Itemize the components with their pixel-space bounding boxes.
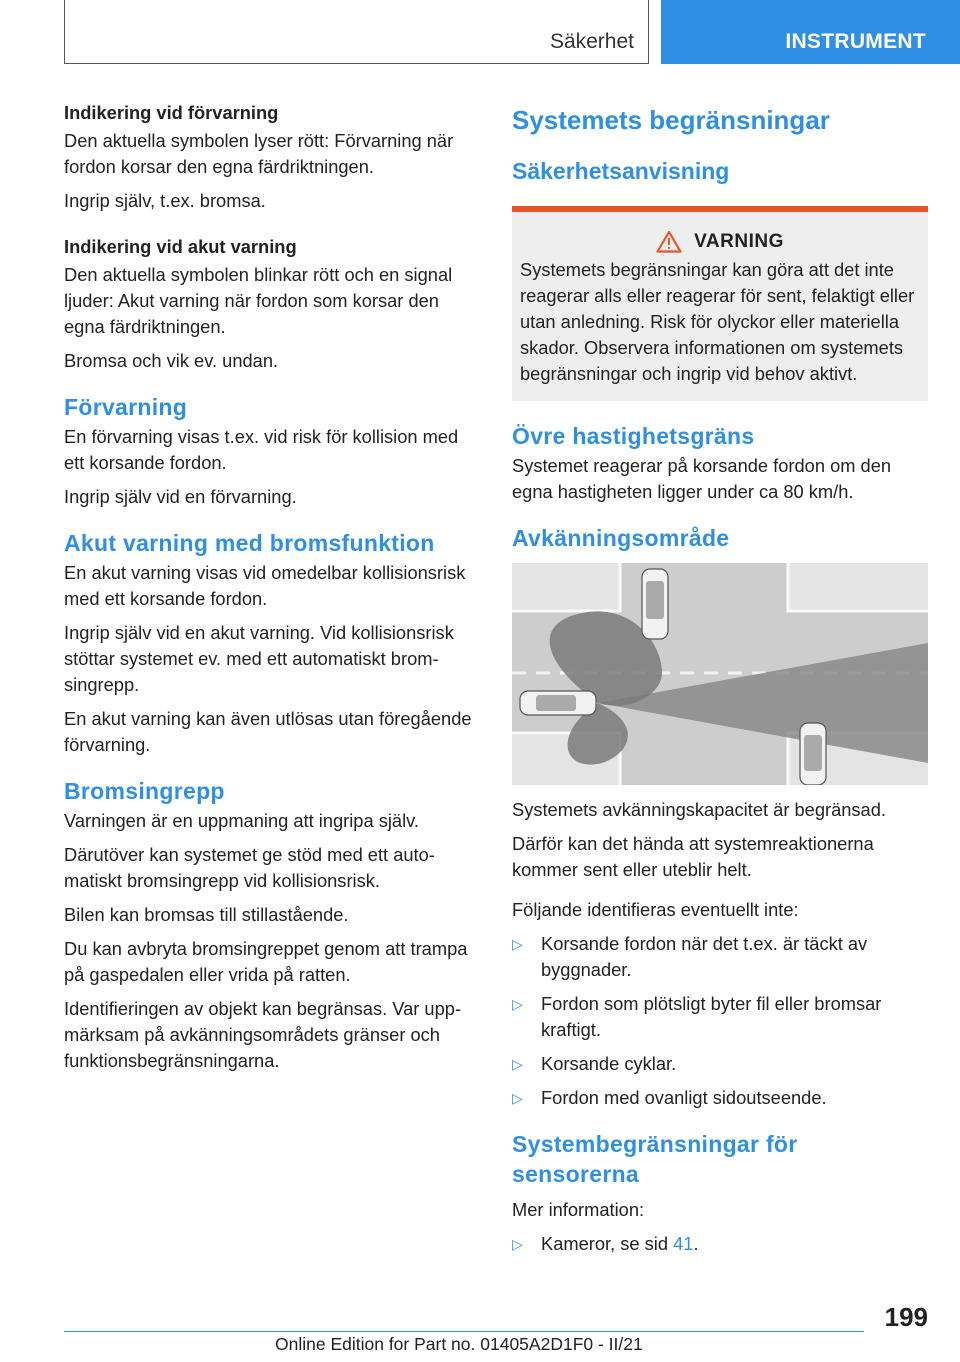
paragraph: Den aktuella symbolen lyser rött: Förvarning när fordon korsar den egna färdriktningen. [64,130,454,177]
triangle-bullet-icon: ▷ [512,1090,523,1106]
header-chapter-tab[interactable] [661,0,960,64]
list-item: ▷ Korsande cyklar. [512,1051,928,1077]
paragraph: Bilen kan bromsas till stillastående. [64,904,349,925]
paragraph: Du kan avbryta bromsingreppet genom att trampa på gaspedalen eller vrida på ratten. [64,938,468,985]
acute-warning-heading: Akut varning med bromsfunktion [64,530,435,556]
paragraph: En akut varning kan även utlösas utan föregående förvarning. [64,708,472,755]
page-link[interactable]: 41 [673,1233,694,1254]
paragraph: Den aktuella symbolen blinkar rött och en signal ljuder: Akut varning när fordon som korsar den egna färdriktningen. [64,264,453,337]
warning-box [512,206,928,401]
paragraph: Systemet reagerar på korsande fordon om den egna hastigheten ligger under ca 80 km/h. [512,455,892,502]
triangle-bullet-icon: ▷ [512,996,523,1012]
header-section-tab [64,0,649,64]
list-item: ▷ Fordon som plötsligt byter fil eller bromsar kraftigt. [512,993,882,1040]
paragraph: Varningen är en uppmaning att ingripa själv. [64,810,420,831]
paragraph: Därutöver kan systemet ge stöd med ett automatiskt bromsingrepp vid kollisionsrisk. [64,844,435,891]
paragraph: Ingrip själv vid en akut varning. Vid kollisionsrisk stöttar systemet ev. med ett automatiskt bromsingrepp. [64,622,454,695]
triangle-bullet-icon: ▷ [512,1056,523,1072]
list-item: ▷ Korsande fordon när det t.ex. är täckt av byggnader. [512,933,868,980]
system-limits-heading: Systemets begränsningar [512,105,830,135]
paragraph: Mer information: [512,1199,645,1220]
list-item: ▷ Fordon med ovanligt sidoutseende. [512,1085,928,1111]
own-car-icon [520,691,596,715]
crossing-car-bottom-icon [800,723,826,785]
speed-limit-heading: Övre hastighetsgräns [512,423,755,449]
paragraph: En förvarning visas t.ex. vid risk för kollision med ett korsande fordon. [64,426,459,473]
brake-intervention-heading: Bromsingrepp [64,778,225,804]
more-info-list [512,1231,928,1257]
paragraph: Ingrip själv vid en förvarning. [64,486,297,507]
section-title: Säkerhet [549,30,634,53]
warning-text: Systemets begränsningar kan göra att det inte reagerar alls eller reagerar för sent, felaktigt eller utan anledning. Risk för olyckor eller materiella skador. Observera informationen om systemets begränsningar och ingrip vid behov aktivt. [520,259,915,384]
paragraph: Därför kan det hända att systemreaktionerna kommer sent eller uteblir helt. [512,833,874,880]
warning-triangle-icon [656,230,682,253]
paragraph: Bromsa och vik ev. undan. [64,350,279,371]
sensor-limits-heading: Systembegränsningar för sensorerna [512,1131,798,1187]
acute-warning-indicator-title: Indikering vid akut varning [64,236,297,257]
paragraph: Ingrip själv, t.ex. bromsa. [64,190,266,211]
left-column [64,100,480,1082]
footer-edition: Online Edition for Part no. 01405A2D1F0 - II/21 [275,1334,643,1354]
forewarning-heading: Förvarning [64,394,188,420]
chapter-title: INSTRUMENT [785,30,926,53]
paragraph: Systemets avkänningskapacitet är begränsad. [512,799,886,820]
triangle-bullet-icon: ▷ [512,936,523,952]
detection-area-heading: Avkänningsområde [512,525,730,551]
forewarning-indicator-title: Indikering vid förvarning [64,102,279,123]
footer-divider [64,1331,864,1332]
safety-note-heading: Säkerhetsanvisning [512,158,730,184]
detection-area-diagram [512,563,928,785]
list-item: ▷ Kameror, se sid 41. [512,1231,928,1257]
warning-label: VARNING [694,230,784,252]
paragraph: En akut varning visas vid omedelbar kollisionsrisk med ett korsande fordon. [64,562,466,609]
paragraph: Följande identifieras eventuellt inte: [512,899,799,920]
page-number: 199 [884,1302,928,1332]
crossing-car-top-icon [642,569,668,639]
paragraph: Identifieringen av objekt kan begränsas. Var uppmärksam på avkänningsområdets gränser och funktionsbegränsningarna. [64,998,462,1071]
right-column [512,100,928,1265]
triangle-bullet-icon: ▷ [512,1236,523,1252]
limitation-list [512,931,928,1111]
